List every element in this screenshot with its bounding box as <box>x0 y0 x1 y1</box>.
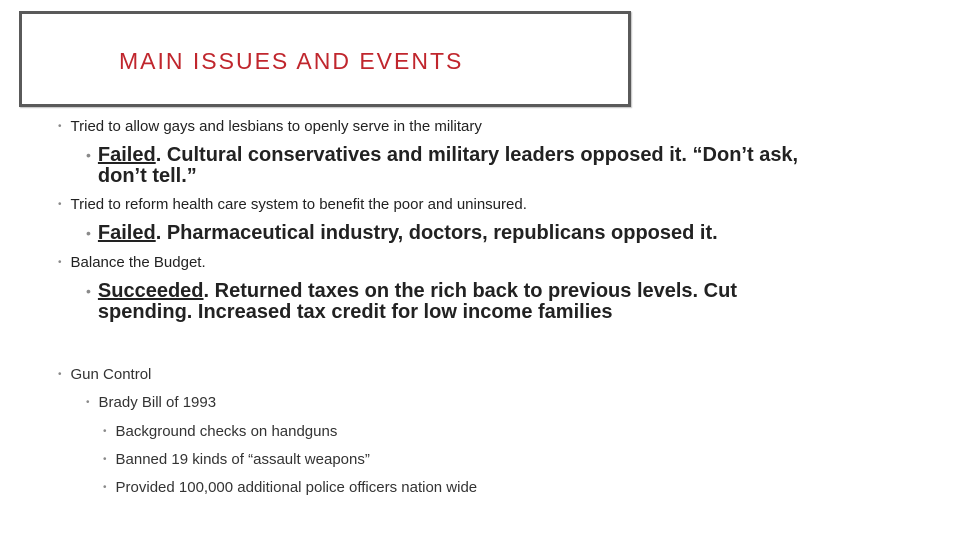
detail-item-police-officers <box>103 479 477 496</box>
detail-item-background-checks <box>103 423 337 440</box>
bullet-icon: • <box>86 225 91 241</box>
bullet-text: Gun Control <box>70 366 152 383</box>
bullet-icon: • <box>103 482 107 493</box>
outcome-text-line2: don’t tell.” <box>97 165 197 187</box>
bullet-item-health-care <box>58 196 527 213</box>
status-label: Succeeded <box>97 280 204 302</box>
bullet-icon: • <box>86 397 90 408</box>
detail-item-assault-weapons <box>103 451 370 468</box>
bullet-text: Balance the Budget. <box>70 254 206 271</box>
sub-item-budget-outcome <box>86 281 737 323</box>
bullet-icon: • <box>58 199 62 210</box>
detail-text: Background checks on handguns <box>115 423 338 440</box>
bullet-icon: • <box>103 454 107 465</box>
detail-text: Provided 100,000 additional police officers nation wide <box>115 479 478 496</box>
bullet-icon: • <box>86 283 91 299</box>
bullet-icon: • <box>86 147 91 163</box>
bullet-text: Tried to reform health care system to benefit the poor and uninsured. <box>70 196 527 213</box>
slide-title: MAIN ISSUES AND EVENTS <box>119 48 464 74</box>
bullet-item-gun-control <box>58 366 151 383</box>
detail-text: Banned 19 kinds of “assault weapons” <box>115 451 370 468</box>
status-label: Failed <box>97 144 156 166</box>
bullet-text: Tried to allow gays and lesbians to openly serve in the military <box>70 118 482 135</box>
bullet-icon: • <box>103 426 107 437</box>
outcome-text-line1: . Returned taxes on the rich back to previous levels. Cut <box>203 280 737 302</box>
status-label: Failed <box>97 222 156 244</box>
title-box <box>19 11 631 107</box>
bullet-icon: • <box>58 121 62 132</box>
sub-item-health-care-outcome <box>86 223 718 245</box>
bullet-icon: • <box>58 257 62 268</box>
sub-item-brady-bill <box>86 394 216 411</box>
sub-item-text: Brady Bill of 1993 <box>98 394 217 411</box>
outcome-text-line1: . Cultural conservatives and military leaders opposed it. “Don’t ask, <box>155 144 799 166</box>
bullet-item-budget <box>58 254 206 271</box>
outcome-text-line2: spending. Increased tax credit for low income families <box>97 301 613 323</box>
bullet-icon: • <box>58 369 62 380</box>
outcome-text-line1: . Pharmaceutical industry, doctors, republicans opposed it. <box>155 222 718 244</box>
sub-item-military-outcome <box>86 145 798 187</box>
bullet-item-military <box>58 118 482 135</box>
